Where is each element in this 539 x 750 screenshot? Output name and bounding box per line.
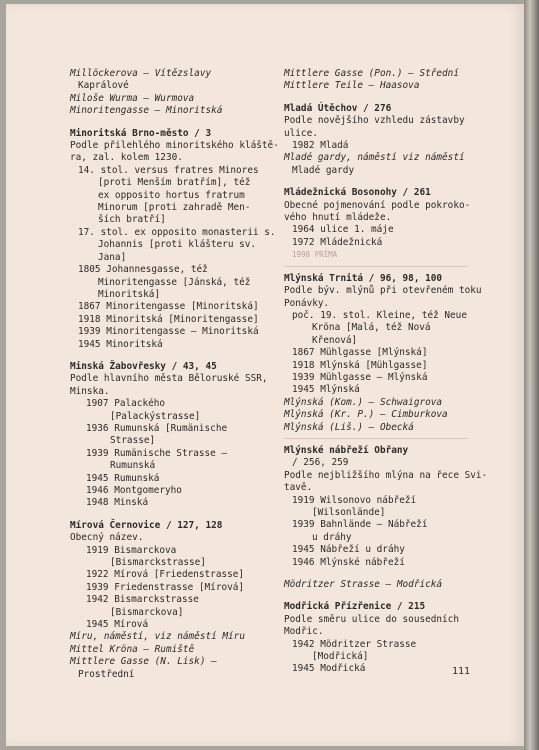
cross-reference: Miloše Wurma — Wurmova	[70, 92, 195, 104]
entry-line: Obecné pojmenování podle pokroko-	[284, 199, 471, 211]
spacer	[284, 569, 470, 579]
cross-reference: Mittlere Gasse (Pon.) — Střední	[284, 68, 459, 79]
entry-line: / 256, 259	[292, 457, 349, 469]
cross-reference: Mittel Kröna — Rumiště	[70, 643, 195, 655]
entry-line: Strasse]	[110, 435, 156, 447]
entry-line: 1919 Wilsonovo nábřeží	[292, 494, 417, 506]
page-edge	[524, 0, 539, 750]
entry-heading: Mládežnická Bosonohy / 261	[284, 187, 431, 199]
entry-line: 1946 Montgomeryho	[86, 485, 182, 496]
entry-heading: Minoritská Brno-město / 3	[70, 127, 212, 139]
entry-line: 1922 Mírová [Friedenstrasse]	[86, 569, 245, 581]
entry-line: 1939 Minoritengasse — Minoritská	[78, 326, 259, 338]
entry-line: Minoritengasse [Jánská, též	[98, 276, 251, 288]
entry-line: [proti Menším bratřím], též	[98, 177, 251, 189]
cross-reference: Millöckerova — Vítězslavy	[70, 68, 212, 79]
cross-reference: Mlýnská (Liš.) — Obecká	[284, 421, 414, 433]
entry-line: Johannis [proti klášteru sv.	[98, 239, 257, 251]
spacer	[284, 93, 470, 103]
entry-line: vého hnutí mládeže.	[284, 212, 392, 224]
entry-heading: Mlýnská Trnitá / 96, 98, 100	[284, 272, 443, 284]
entry-heading: Mladá Útěchov / 276	[284, 102, 392, 114]
cross-reference: Mittlere Gasse (N. Lisk) —	[70, 656, 217, 668]
cross-reference: Míru, náměstí, viz náměstí Míru	[70, 631, 245, 643]
entry-line: [Modřická]	[312, 651, 369, 663]
entry-line: [Bismarckova]	[110, 606, 184, 618]
entry-divider	[284, 438, 468, 439]
entry-line: 1936 Rumunská [Rumänische	[86, 422, 228, 434]
entry-line: ra, zal. kolem 1230.	[70, 152, 183, 164]
entry-line: Kröna [Malá, též Nová	[312, 322, 431, 334]
entry-line: 1945 Nábřeží u dráhy	[292, 544, 405, 556]
entry-line: Podle přilehlého minoritského kláště-	[70, 140, 279, 152]
page-number: 111	[452, 666, 471, 677]
entry-line: ších bratří]	[98, 214, 166, 226]
cross-reference: Mlýnská (Kr. P.) — Cimburkova	[284, 409, 448, 421]
entry-line: Ponávky.	[284, 297, 330, 309]
entry-line: 1918 Minoritská [Minoritengasse]	[78, 313, 259, 325]
spacer	[70, 351, 270, 361]
entry-line: Křenová]	[312, 334, 358, 346]
entry-line: 1805 Johannesgasse, též	[78, 264, 208, 276]
entry-line: Podle novějšího vzhledu zástavby	[284, 115, 465, 127]
entry-line: Rumunská	[110, 460, 156, 472]
cross-reference: Mlýnská (Kom.) — Schwaigrova	[284, 396, 443, 408]
entry-line: tavě.	[284, 482, 313, 494]
cross-reference: Mladé gardy, náměstí viz náměstí	[284, 152, 465, 164]
entry-line: 1939 Rumänische Strasse —	[86, 447, 228, 459]
entry-line: 1867 Mühlgasse [Mlýnská]	[292, 347, 428, 359]
entry-line: 1945 Mlýnská	[292, 384, 360, 396]
entry-line: 1918 Mlýnská [Mühlgasse]	[292, 359, 428, 371]
entry-line: 1867 Minoritengasse [Minoritská]	[78, 301, 259, 313]
entry-line: 1939 Bahnlände — Nábřeží	[292, 519, 428, 531]
entry-line: 1939 Friedenstrasse [Mírová]	[86, 581, 245, 593]
entry-line: Prostřední	[78, 668, 135, 680]
entry-line: Minoritská]	[98, 288, 161, 300]
entry-heading: Minská Žabovřesky / 43, 45	[70, 360, 217, 372]
entry-line: 14. stol. versus fratres Minores	[78, 164, 259, 176]
cross-reference: Mittlere Teile — Haasova	[284, 80, 420, 92]
entry-line: poč. 19. stol. Kleine, též Neue	[292, 309, 467, 321]
entry-line: Mladé gardy	[292, 164, 355, 176]
entry-line: [Bismarckstrasse]	[110, 557, 206, 569]
right-column	[284, 68, 488, 676]
entry-line: 1964 ulice 1. máje	[292, 224, 394, 236]
cross-reference: Mödritzer Strasse — Modřická	[284, 579, 443, 591]
entry-line: Podle nejbližšího mlýna na řece Svi-	[284, 469, 488, 481]
entry-line: u dráhy	[312, 531, 352, 543]
entry-line: 1945 Mírová	[86, 619, 149, 631]
entry-line: [Wilsonlände]	[312, 507, 386, 518]
entry-line: 1907 Palackého	[86, 398, 166, 410]
entry-line: ulice.	[284, 127, 318, 139]
entry-divider	[284, 266, 468, 267]
entry-line: ex opposito hortus fratrum	[98, 189, 245, 201]
entry-line: 1919 Bismarckova	[86, 544, 177, 556]
entry-line: 17. stol. ex opposito monasterii s.	[78, 226, 276, 238]
entry-heading: Mlýnské nábřeží Obřany	[284, 444, 409, 456]
cross-reference: Minoritengasse — Minoritská	[70, 105, 223, 117]
entry-line: Podle hlavního města Běloruské SSR,	[70, 373, 268, 385]
entry-line: 1939 Mühlgasse — Mlýnská	[292, 371, 428, 383]
entry-line: Modřic.	[284, 626, 324, 638]
entry-line: Podle směru ulice do sousedních	[284, 613, 459, 625]
spacer	[70, 510, 270, 520]
entry-line: Kaprálové	[78, 80, 129, 92]
entry-line: Minorum [proti zahradě Men-	[98, 202, 251, 214]
spacer	[284, 177, 470, 187]
entry-line: Minska.	[70, 385, 110, 397]
spacer	[70, 118, 270, 128]
entry-line: 1942 Mödritzer Strasse	[292, 638, 417, 650]
left-column	[70, 68, 279, 681]
entry-line: 1945 Rumunská	[86, 472, 160, 484]
entry-line: Podle býv. mlýnů při otevřeném toku	[284, 285, 482, 297]
entry-line: 1948 Minská	[86, 497, 149, 509]
entry-line: 1998 PRÍMA	[292, 250, 338, 260]
entry-line: 1982 Mladá	[292, 140, 349, 152]
entry-line: 1946 Mlýnské nábřeží	[292, 556, 405, 568]
entry-heading: Modřická Přízřenice / 215	[284, 601, 426, 613]
entry-line: 1945 Minoritská	[78, 338, 163, 350]
entry-line: 1945 Modřická	[292, 663, 366, 675]
entry-heading: Mírová Černovice / 127, 128	[70, 519, 223, 531]
entry-line: 1942 Bismarckstrasse	[86, 594, 199, 606]
entry-line: Obecný název.	[70, 532, 144, 544]
spacer	[284, 591, 470, 601]
entry-line: 1972 Mládežnická	[292, 236, 383, 248]
entry-line: Jana]	[98, 251, 127, 263]
entry-line: [Palackýstrasse]	[110, 410, 201, 422]
